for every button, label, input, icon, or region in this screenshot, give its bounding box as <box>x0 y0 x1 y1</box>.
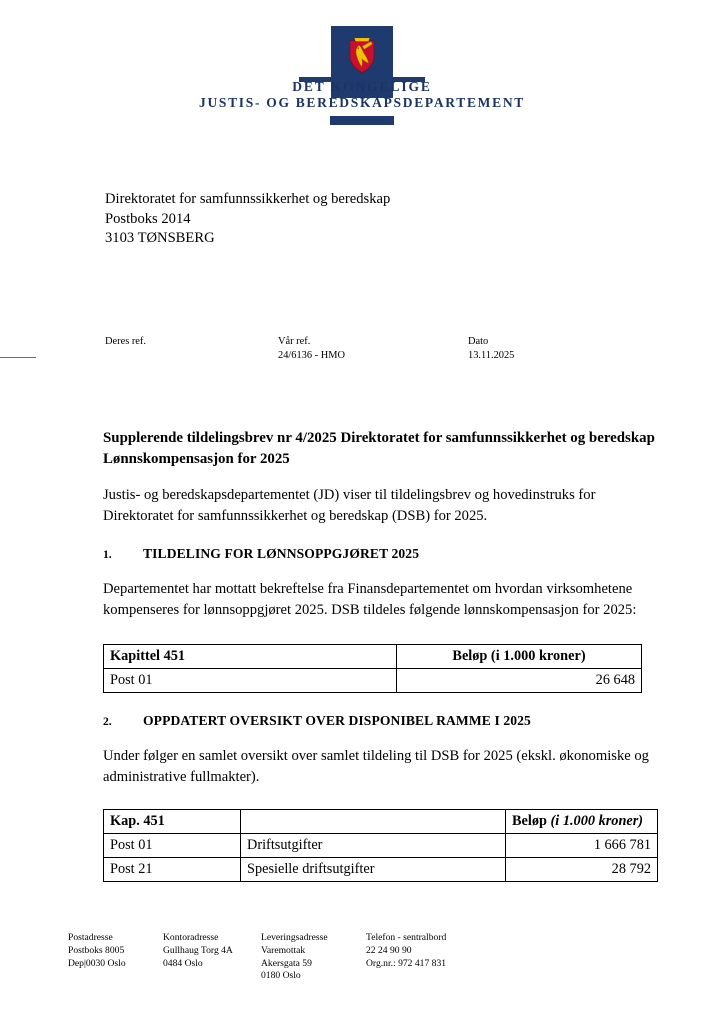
letterhead-text <box>197 26 527 111</box>
fold-mark <box>0 357 36 358</box>
table2-row0-amount: 1 666 781 <box>506 834 658 858</box>
footer-delivery-address <box>261 932 328 983</box>
recipient-address-block <box>105 190 390 249</box>
table2-header-amount-main: Beløp <box>512 813 551 829</box>
footer-col1-line1: Postadresse <box>68 932 113 943</box>
var-ref-column <box>278 335 345 362</box>
footer-col2-line3: 0484 Oslo <box>163 957 203 969</box>
table2-header-amount-unit: (i 1.000 kroner) <box>550 813 644 829</box>
table2-header-amount <box>506 810 658 834</box>
logo-bar-bottom <box>330 116 394 125</box>
table-header-row <box>104 645 642 669</box>
department-logo <box>197 26 527 111</box>
footer-col2-line1: Kontoradresse <box>163 932 219 943</box>
footer-office-address <box>163 932 233 970</box>
deres-ref-column <box>105 335 146 349</box>
footer-col2-line2: Gullhaug Torg 4A <box>163 944 233 956</box>
recipient-city: 3103 TØNSBERG <box>105 230 215 247</box>
section-1-heading <box>103 545 659 564</box>
dato-value: 13.11.2025 <box>468 349 515 361</box>
letterhead-line-1: DET KONGELIGE <box>292 79 432 94</box>
section-2-heading <box>103 712 659 731</box>
deres-ref-label: Deres ref. <box>105 336 146 347</box>
allocation-table-2 <box>103 809 658 882</box>
recipient-name: Direktoratet for samfunnssikkerhet og beredskap <box>105 191 391 207</box>
page-title <box>103 428 659 470</box>
letterhead <box>0 26 724 112</box>
table-row <box>104 834 658 858</box>
footer-col3-line3: Akersgata 59 <box>261 957 312 969</box>
document-body <box>103 428 659 882</box>
footer-col4-line3: Org.nr.: 972 417 831 <box>366 957 447 969</box>
dato-column <box>468 335 514 362</box>
table2-header-description <box>241 810 506 834</box>
table1-row0-post: Post 01 <box>104 669 397 693</box>
table1-header-chapter: Kapittel 451 <box>104 645 397 669</box>
letterhead-line-2: JUSTIS- OG BEREDSKAPSDEPARTEMENT <box>199 94 525 110</box>
recipient-po-box: Postboks 2014 <box>105 210 191 227</box>
section-2-paragraph: Under følger en samlet oversikt over samlet tildeling til DSB for 2025 (ekskl. økonomiske og administrative fullmakter). <box>103 748 649 785</box>
section-1-paragraph: Departementet har mottatt bekreftelse fra Finansdepartementet om hvordan virksomhetene kompenseres for lønnsoppgjøret 2025. DSB tildeles følgende lønnskompensasjon for 2025: <box>103 581 637 618</box>
footer-col1-line3: Dep|0030 Oslo <box>68 957 126 969</box>
section-1-heading-text: TILDELING FOR LØNNSOPPGJØRET 2025 <box>143 546 420 561</box>
table2-row0-post: Post 01 <box>104 834 241 858</box>
table-header-row <box>104 810 658 834</box>
table1-header-amount: Beløp (i 1.000 kroner) <box>397 645 642 669</box>
table2-header-chapter: Kap. 451 <box>104 810 241 834</box>
footer-col3-line4: 0180 Oslo <box>261 970 301 982</box>
footer-col1-line2: Postboks 8005 <box>68 944 125 956</box>
page-title-line-1: Supplerende tildelingsbrev nr 4/2025 Direktoratet for samfunnssikkerhet og <box>103 430 586 446</box>
table2-row1-description: Spesielle driftsutgifter <box>241 858 506 882</box>
footer-col3-line1: Leveringsadresse <box>261 932 328 943</box>
footer-contact <box>366 932 446 970</box>
footer-col4-line1: Telefon - sentralbord <box>366 932 447 943</box>
var-ref-label: Vår ref. <box>278 336 311 347</box>
section-2-heading-text: OPPDATERT OVERSIKT OVER DISPONIBEL RAMME I 2025 <box>143 713 531 728</box>
section-1-number: 1. <box>103 548 112 561</box>
table1-row0-amount: 26 648 <box>397 669 642 693</box>
intro-paragraph: Justis- og beredskapsdepartementet (JD) viser til tildelingsbrev og hovedinstruks for Direktoratet for samfunnssikkerhet og beredskap (DSB) for 2025. <box>103 487 596 524</box>
footer-col3-line2: Varemottak <box>261 944 306 956</box>
section-2-number: 2. <box>103 715 112 728</box>
table-row <box>104 669 642 693</box>
table2-row1-amount: 28 792 <box>506 858 658 882</box>
allocation-table-1 <box>103 644 642 693</box>
dato-label: Dato <box>468 336 489 347</box>
var-ref-value: 24/6136 - HMO <box>278 349 345 361</box>
footer-postal-address <box>68 932 126 970</box>
table-row <box>104 858 658 882</box>
table2-row0-description: Driftsutgifter <box>241 834 506 858</box>
footer-col4-line2: 22 24 90 90 <box>366 944 412 956</box>
page-title-line-2: beredskap Lønnskompensasjon for 2025 <box>103 430 655 467</box>
table2-row1-post: Post 21 <box>104 858 241 882</box>
